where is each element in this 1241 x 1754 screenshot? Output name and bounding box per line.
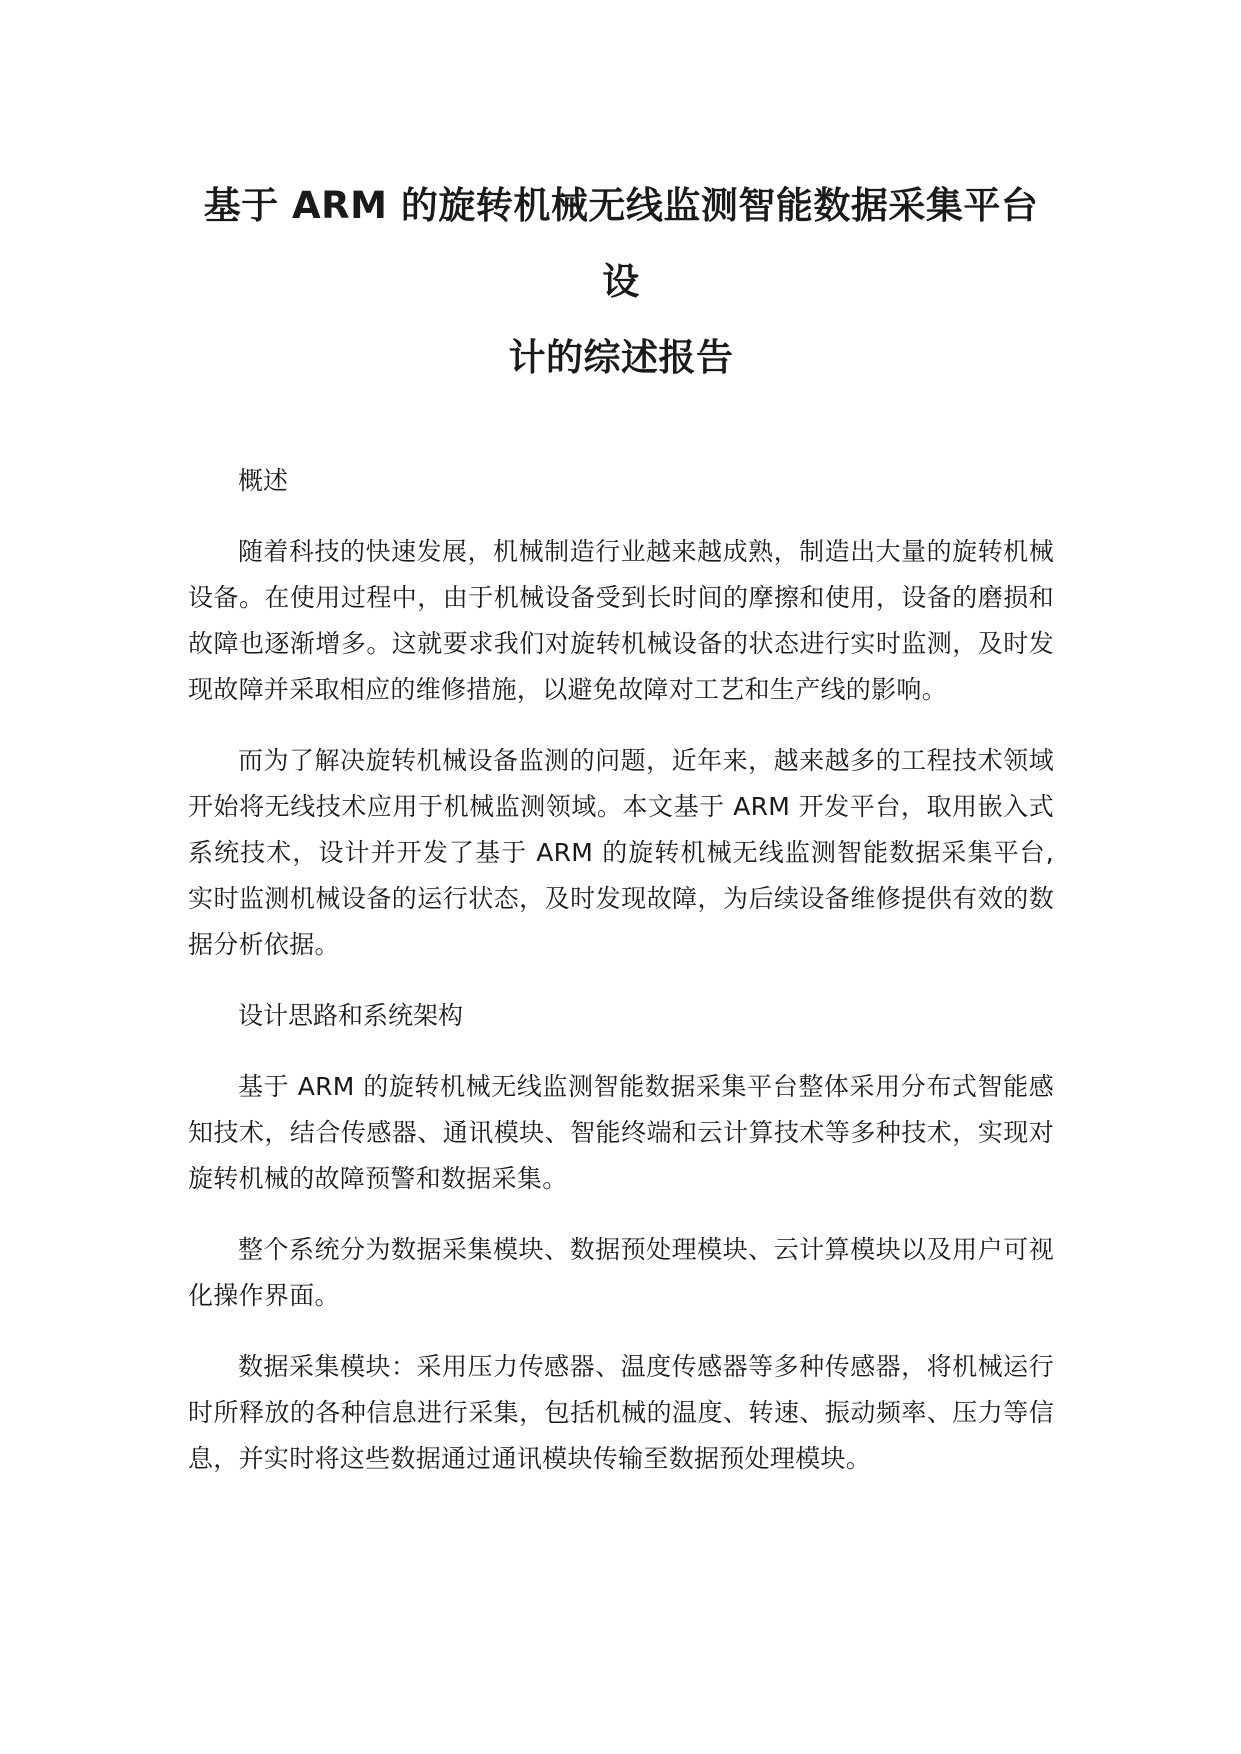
paragraph-purpose: 而为了解决旋转机械设备监测的问题，近年来，越来越多的工程技术领域开始将无线技术应用于机械监测领域。本文基于 ARM 开发平台，取用嵌入式系统技术，设计并开发了基于 ARM 的旋转机械无线监测智能数据采集平台, 实时监测机械设备的运行状态，及时发现故障，为后续设备维修提供有效的数据分析依据。 bbox=[188, 746, 1054, 959]
paragraph-architecture: 基于 ARM 的旋转机械无线监测智能数据采集平台整体采用分布式智能感知技术，结合传感器、通讯模块、智能终端和云计算技术等多种技术，实现对旋转机械的故障预警和数据采集。 bbox=[188, 1072, 1054, 1193]
paragraph-modules: 整个系统分为数据采集模块、数据预处理模块、云计算模块以及用户可视化操作界面。 bbox=[188, 1235, 1054, 1310]
title-line-1: 基于 ARM 的旋转机械无线监测智能数据采集平台设 bbox=[203, 184, 1039, 303]
section-heading-design: 设计思路和系统架构 bbox=[238, 1001, 464, 1030]
document-page bbox=[188, 168, 1054, 1507]
paragraph-background: 随着科技的快速发展，机械制造行业越来越成熟，制造出大量的旋转机械设备。在使用过程中，由于机械设备受到长时间的摩擦和使用，设备的磨损和故障也逐渐增多。这就要求我们对旋转机械设备的状态进行实时监测，及时发现故障并采取相应的维修措施，以避免故障对工艺和生产线的影响。 bbox=[188, 537, 1054, 704]
document-title bbox=[188, 168, 1054, 396]
title-line-2: 计的综述报告 bbox=[508, 336, 734, 379]
document-body bbox=[188, 458, 1054, 1482]
paragraph-acquisition-module: 数据采集模块：采用压力传感器、温度传感器等多种传感器，将机械运行时所释放的各种信息进行采集，包括机械的温度、转速、振动频率、压力等信息，并实时将这些数据通过通讯模块传输至数据预处理模块。 bbox=[188, 1352, 1054, 1473]
section-heading-overview: 概述 bbox=[238, 466, 289, 495]
